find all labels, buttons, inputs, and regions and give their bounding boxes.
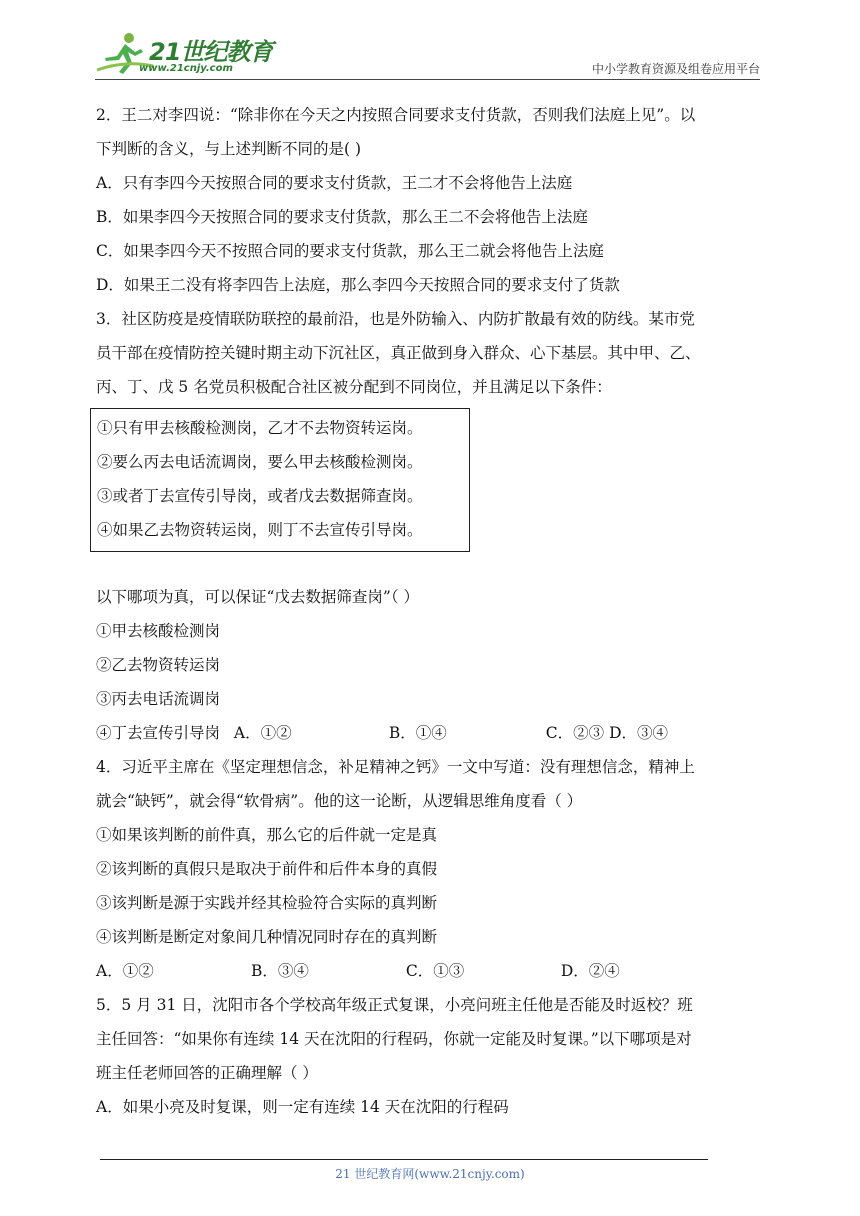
q3-question: 以下哪项为真，可以保证“戊去数据筛查岗”（ ）: [96, 588, 420, 606]
q2-stem-line2: 下判断的含义，与上述判断不同的是( ): [96, 140, 362, 158]
footer-link[interactable]: 21 世纪教育网(www.21cnjy.com): [335, 1167, 525, 1181]
q3-condition-2: ②要么丙去电话流调岗，要么甲去核酸检测岗。: [97, 453, 423, 471]
q3-condition-4: ④如果乙去物资转运岗，则丁不去宣传引导岗。: [97, 521, 423, 539]
q4-options-row: [96, 954, 764, 988]
q4-option-a: A．①②: [96, 962, 154, 980]
q3-item-3: ③丙去电话流调岗: [96, 690, 221, 708]
q4-item-4: ④该判断是断定对象间几种情况同时存在的真判断: [96, 928, 438, 946]
footer-divider: [100, 1159, 708, 1160]
logo-title: 21世纪教育: [149, 38, 273, 66]
q3-options-row: [96, 716, 764, 750]
q5-stem-line3: 班主任老师回答的正确理解（ ）: [96, 1064, 318, 1082]
q4-option-c: C．①③: [405, 962, 465, 980]
q2-option-b: B．如果李四今天按照合同的要求支付货款，那么王二不会将他告上法庭: [96, 208, 588, 226]
q4-stem-line1: 4．习近平主席在《坚定理想信念，补足精神之钙》一文中写道：没有理想信念，精神上: [96, 758, 695, 776]
q3-option-d: D．③④: [609, 724, 669, 742]
q3-condition-3: ③或者丁去宣传引导岗，或者戊去数据筛查岗。: [97, 487, 423, 505]
q3-option-b: B．①④: [388, 724, 447, 742]
q2-option-c: C．如果李四今天不按照合同的要求支付货款，那么王二就会将他告上法庭: [96, 242, 604, 260]
q4-option-d: D．②④: [560, 962, 620, 980]
q4-item-3: ③该判断是源于实践并经其检验符合实际的真判断: [96, 894, 438, 912]
q3-item-4: ④丁去宣传引导岗: [96, 724, 221, 742]
q3-stem-line1: 3．社区防疫是疫情联防联控的最前沿，也是外防输入、内防扩散最有效的防线。某市党: [96, 310, 695, 328]
q5-stem-line2: 主任回答：“如果你有连续 14 天在沈阳的行程码，你就一定能及时复课。”以下哪项是对: [96, 1030, 692, 1048]
q4-item-2: ②该判断的真假只是取决于前件和后件本身的真假: [96, 860, 438, 878]
q2-stem-line1: 2．王二对李四说：“除非你在今天之内按照合同要求支付货款，否则我们法庭上见”。以: [96, 106, 696, 124]
q3-item-2: ②乙去物资转运岗: [96, 656, 221, 674]
site-logo[interactable]: [95, 30, 275, 78]
q4-stem-line2: 就会“缺钙”，就会得“软骨病”。他的这一论断，从逻辑思维角度看（ ）: [96, 792, 583, 810]
page-header: [95, 30, 760, 80]
q2-option-d: D．如果王二没有将李四告上法庭，那么李四今天按照合同的要求支付了货款: [96, 276, 620, 294]
q3-condition-1: ①只有甲去核酸检测岗，乙才不去物资转运岗。: [97, 419, 423, 437]
q3-item-1: ①甲去核酸检测岗: [96, 622, 221, 640]
q3-option-a: A．①②: [233, 724, 292, 742]
header-divider: [95, 79, 760, 80]
q4-option-b: B．③④: [250, 962, 309, 980]
q4-item-1: ①如果该判断的前件真，那么它的后件就一定是真: [96, 826, 438, 844]
q5-stem-line1: 5．5 月 31 日，沈阳市各个学校高年级正式复课，小亮问班主任他是否能及时返校？班: [96, 996, 693, 1014]
q5-option-a: A．如果小亮及时复课，则一定有连续 14 天在沈阳的行程码: [96, 1098, 509, 1116]
q3-option-c: C．②③: [545, 724, 605, 742]
logo-url: www.21cnjy.com: [139, 63, 233, 74]
q2-option-a: A．只有李四今天按照合同的要求支付货款，王二才不会将他告上法庭: [96, 174, 573, 192]
q3-conditions-box: [90, 408, 470, 552]
q3-stem-line3: 丙、丁、戊 5 名党员积极配合社区被分配到不同岗位，并且满足以下条件：: [96, 378, 612, 396]
q3-stem-line2: 员干部在疫情防控关键时期主动下沉社区，真正做到身入群众、心下基层。其中甲、乙、: [96, 344, 701, 362]
platform-name: 中小学教育资源及组卷应用平台: [591, 62, 760, 76]
question-content: [96, 98, 764, 1124]
